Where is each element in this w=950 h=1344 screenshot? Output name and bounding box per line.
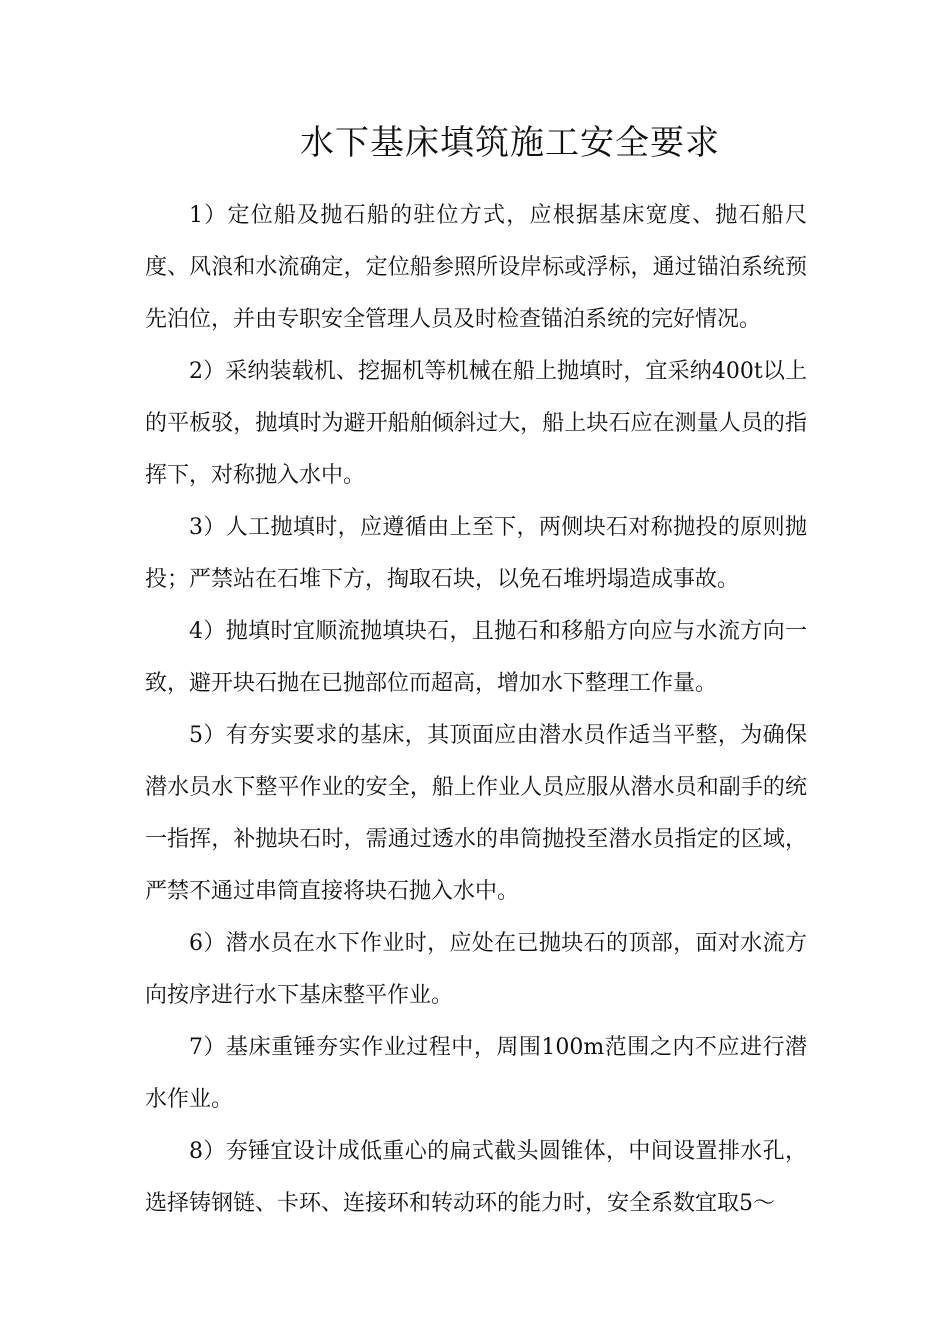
document-body <box>145 190 807 1230</box>
paragraph-7: 7）基床重锤夯实作业过程中，周围100m范围之内不应进行潜水作业。 <box>145 1035 807 1112</box>
paragraph-5: 5）有夯实要求的基床，其顶面应由潜水员作适当平整，为确保潜水员水下整平作业的安全，船上作业人员应服从潜水员和副手的统一指挥，补抛块石时，需通过透水的串筒抛投至潜水员指定的区域，严禁不通过串筒直接将块石抛入水中。 <box>145 723 807 904</box>
page-title: 水下基床填筑施工安全要求 <box>300 123 720 163</box>
paragraph-8: 8）夯锤宜设计成低重心的扁式截头圆锥体，中间设置排水孔，选择铸钢链、卡环、连接环和转动环的能力时，安全系数宜取5～ <box>145 1139 807 1216</box>
paragraph-3: 3）人工抛填时，应遵循由上至下，两侧块石对称抛投的原则抛投；严禁站在石堆下方，掏取石块，以免石堆坍塌造成事故。 <box>145 515 807 592</box>
paragraph-6: 6）潜水员在水下作业时，应处在已抛块石的顶部，面对水流方向按序进行水下基床整平作业。 <box>145 931 807 1008</box>
paragraph-1: 1）定位船及抛石船的驻位方式，应根据基床宽度、抛石船尺度、风浪和水流确定，定位船参照所设岸标或浮标，通过锚泊系统预先泊位，并由专职安全管理人员及时检查锚泊系统的完好情况。 <box>145 203 807 332</box>
paragraph-2: 2）采纳装载机、挖掘机等机械在船上抛填时，宜采纳400t以上的平板驳，抛填时为避开船舶倾斜过大，船上块石应在测量人员的指挥下，对称抛入水中。 <box>145 359 807 488</box>
paragraph-4: 4）抛填时宜顺流抛填块石，且抛石和移船方向应与水流方向一致，避开块石抛在已抛部位而超高，增加水下整理工作量。 <box>145 619 807 696</box>
